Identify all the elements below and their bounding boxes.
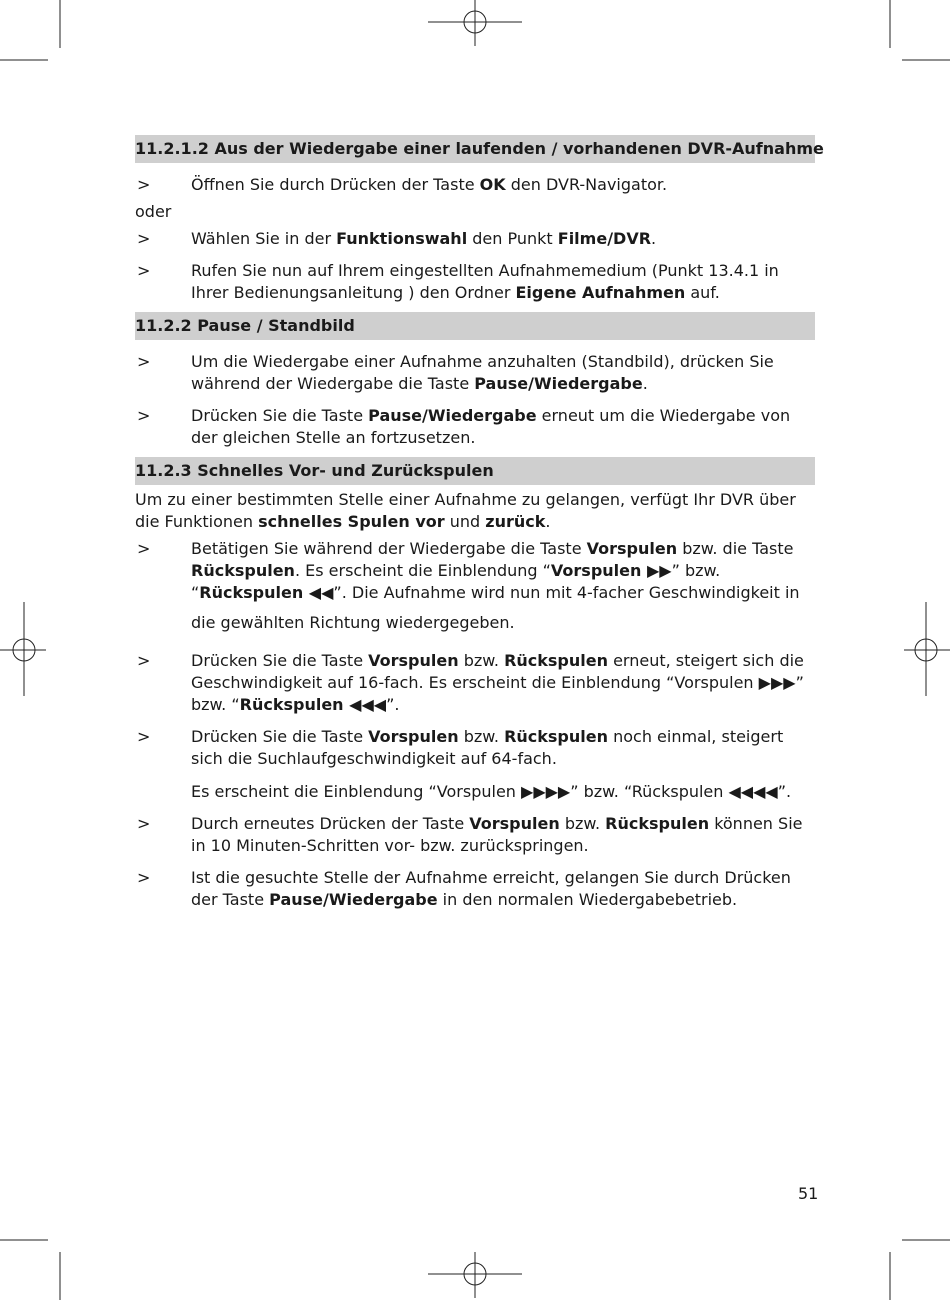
list-item: > Drücken Sie die Taste Vorspulen bzw. Rückspulen erneut, steigert sich die Geschwindigkeit auf 16-fach. Es erscheint die Einblendung “Vorspulen ▶▶▶” bzw. “Rückspulen ◀◀◀”. bbox=[137, 651, 804, 714]
bullet-marker: > bbox=[137, 539, 151, 558]
list-item: > Öffnen Sie durch Drücken der Taste OK den DVR-Navigator. bbox=[137, 175, 668, 194]
list-item: > Um die Wiedergabe einer Aufnahme anzuhalten (Standbild), drücken Sie während der Wiedergabe die Taste Pause/Wiedergabe. bbox=[137, 352, 774, 393]
list-item: > Wählen Sie in der Funktionswahl den Punkt Filme/DVR. bbox=[137, 229, 657, 248]
list-item: > Betätigen Sie während der Wiedergabe die Taste Vorspulen bzw. die Taste Rückspulen. Es erscheint die Einblendung “Vorspulen ▶▶” bzw. “Rückspulen ◀◀”. Die Aufnahme wird nun mit 4-facher Geschwindigkeit in die gewählten Richtung wiedergegeben. bbox=[137, 539, 800, 632]
section-heading-pause: 11.2.2 Pause / Standbild bbox=[135, 312, 815, 340]
list-item: > Drücken Sie die Taste Pause/Wiedergabe erneut um die Wiedergabe von der gleichen Stelle an fortzusetzen. bbox=[137, 406, 791, 447]
bullet-marker: > bbox=[137, 814, 151, 833]
bullet-marker: > bbox=[137, 727, 151, 746]
intro-paragraph: Um zu einer bestimmten Stelle einer Aufnahme zu gelangen, verfügt Ihr DVR über die Funktionen schnelles Spulen vor und zurück. bbox=[135, 490, 796, 531]
list-item: > Durch erneutes Drücken der Taste Vorspulen bzw. Rückspulen können Sie in 10 Minuten-Schritten vor- bzw. zurückspringen. bbox=[137, 814, 803, 855]
key-ok: OK bbox=[479, 175, 506, 194]
bullet-marker: > bbox=[137, 175, 151, 194]
or-text: oder bbox=[135, 202, 172, 221]
page-content bbox=[135, 135, 824, 911]
list-item: > Drücken Sie die Taste Vorspulen bzw. Rückspulen noch einmal, steigert sich die Suchlaufgeschwindigkeit auf 64-fach. Es erscheint die Einblendung “Vorspulen ▶▶▶▶” bzw. “Rückspulen ◀◀◀◀”. bbox=[137, 727, 792, 801]
list-item: > Ist die gesuchte Stelle der Aufnahme erreicht, gelangen Sie durch Drücken der Taste Pause/Wiedergabe in den normalen Wiedergabebetrieb. bbox=[137, 868, 791, 909]
bullet-marker: > bbox=[137, 406, 151, 425]
bullet-marker: > bbox=[137, 868, 151, 887]
bullet-marker: > bbox=[137, 261, 151, 280]
list-item: > Rufen Sie nun auf Ihrem eingestellten Aufnahmemedium (Punkt 13.4.1 in Ihrer Bedienungsanleitung ) den Ordner Eigene Aufnahmen auf. bbox=[137, 261, 779, 302]
section-heading-dvr-playback: 11.2.1.2 Aus der Wiedergabe einer laufenden / vorhandenen DVR-Aufnahme bbox=[135, 135, 815, 163]
page-number: 51 bbox=[798, 1184, 819, 1203]
bullet-marker: > bbox=[137, 651, 151, 670]
section-heading-fast-forward-rewind: 11.2.3 Schnelles Vor- und Zurückspulen bbox=[135, 457, 815, 485]
bullet-marker: > bbox=[137, 229, 151, 248]
bullet-marker: > bbox=[137, 352, 151, 371]
